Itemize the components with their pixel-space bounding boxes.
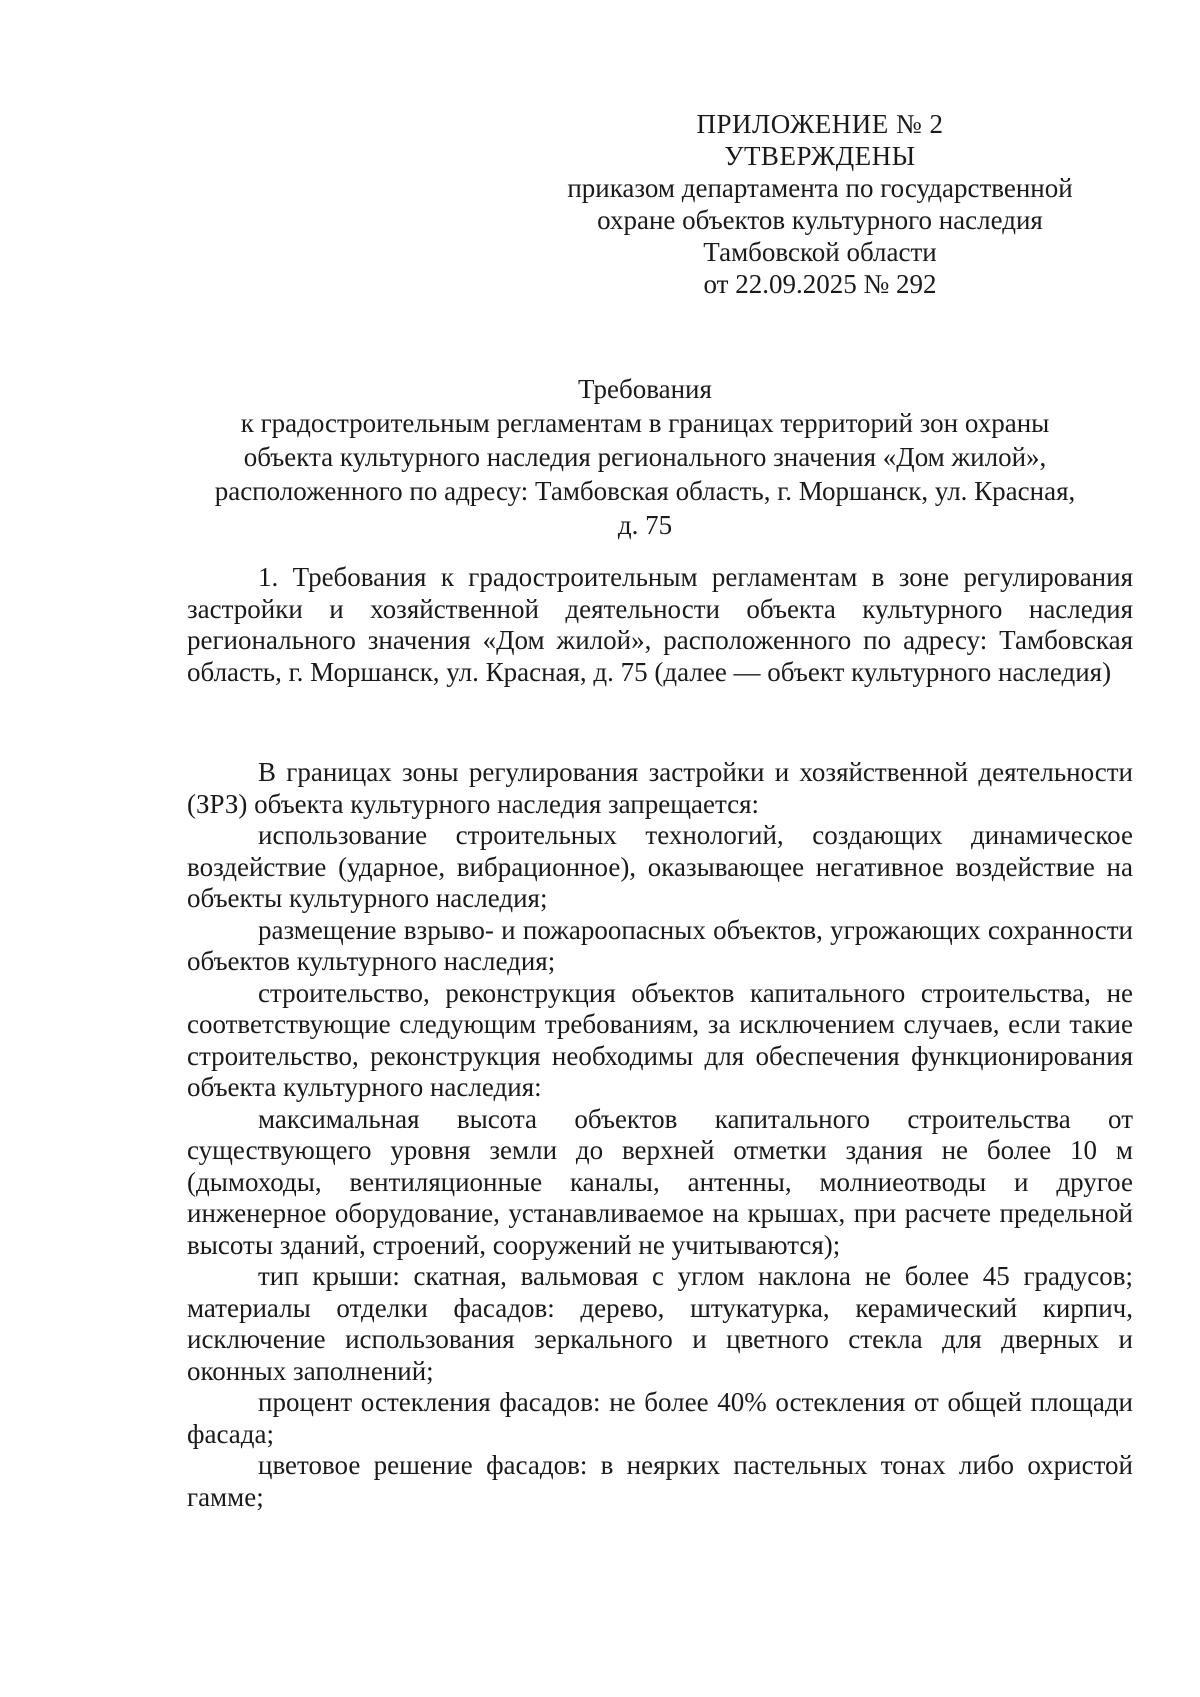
title-heading: Требования (578, 374, 712, 404)
section-2-intro: В границах зоны регулирования застройки и хозяйственной деятельности (ЗРЗ) объекта культурного наследия запрещается: (187, 757, 1133, 819)
document-title (175, 372, 1115, 542)
list-item: максимальная высота объектов капитального строительства от существующего уровня земли до верхней отметки здания не более 10 м (дымоходы, вентиляционные каналы, антенны, молниеотводы и другое инженерное оборудование, устанавливаемое на крышах, при расчете предельной высоты зданий, строений, сооружений не учитываются); (187, 1103, 1133, 1260)
list-item: строительство, реконструкция объектов капитального строительства, не соответствующие следующим требованиям, за исключением случаев, если такие строительство, реконструкция необходимы для обеспечения функционирования объекта культурного наследия: (187, 977, 1133, 1102)
approval-line: приказом департамента по государственной (567, 173, 1073, 203)
list-item: цветовое решение фасадов: в неярких пастельных тонах либо охристой гамме; (187, 1450, 1133, 1512)
approval-line: Тамбовской области (703, 237, 937, 267)
approval-line: охране объектов культурного наследия (597, 205, 1043, 235)
section-1 (187, 562, 1133, 688)
title-line: к градостроительным регламентам в границах территорий зон охраны (240, 408, 1050, 438)
list-item: тип крыши: скатная, вальмовая с углом наклона не более 45 градусов; материалы отделки фасадов: дерево, штукатурка, керамический кирпич, исключение использования зеркального и цветного стекла для дверных и оконных заполнений; (187, 1261, 1133, 1386)
list-item: использование строительных технологий, создающих динамическое воздействие (ударное, вибрационное), оказывающее негативное воздействие на объекты культурного наследия; (187, 820, 1133, 913)
title-line: расположенного по адресу: Тамбовская область, г. Моршанск, ул. Красная, (214, 476, 1076, 506)
appendix-number: ПРИЛОЖЕНИЕ № 2 (696, 109, 944, 139)
approved-label: УТВЕРЖДЕНЫ (724, 141, 916, 171)
list-item: размещение взрыво- и пожароопасных объектов, угрожающих сохранности объектов культурного наследия; (187, 914, 1133, 976)
approval-date-number: от 22.09.2025 № 292 (703, 269, 937, 299)
title-line: объекта культурного наследия регионального значения «Дом жилой», (243, 442, 1047, 472)
title-line: д. 75 (617, 510, 673, 540)
approval-block (540, 108, 1100, 300)
list-item: процент остекления фасадов: не более 40% остекления от общей площади фасада; (187, 1387, 1133, 1449)
section-1-paragraph: 1. Требования к градостроительным регламентам в зоне регулирования застройки и хозяйственной деятельности объекта культурного наследия регионального значения «Дом жилой», расположенного по адресу: Тамбовская область, г. Моршанск, ул. Красная, д. 75 (далее — объект культурного наследия) (187, 562, 1133, 687)
section-2 (187, 757, 1133, 1513)
